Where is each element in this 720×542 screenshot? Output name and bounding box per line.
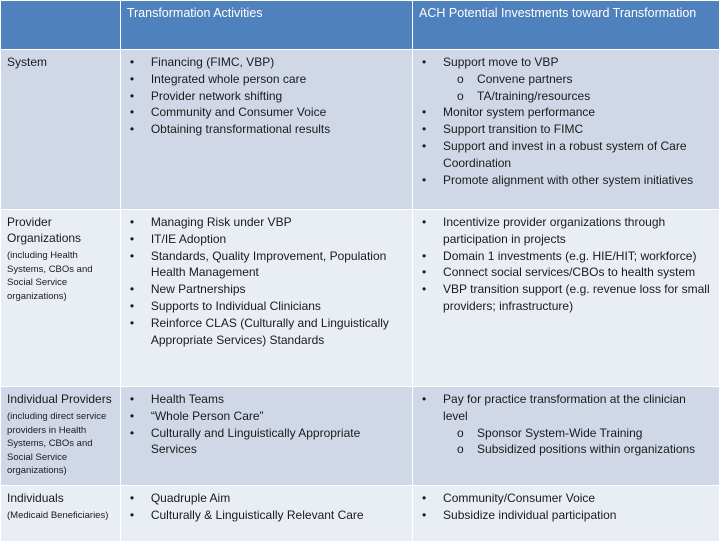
list-item: • New Partnerships	[127, 281, 406, 298]
category-title: Individual Providers	[7, 392, 112, 406]
list-item: • Quadruple Aim	[127, 490, 406, 507]
investments-list	[419, 214, 713, 315]
activities-list	[127, 391, 406, 458]
list-item: • Financing (FIMC, VBP)	[127, 54, 406, 71]
header-category	[1, 1, 121, 50]
list-item: • Incentivize provider organizations through participation in projects	[419, 214, 713, 248]
activities-list	[127, 490, 406, 524]
list-item: • VBP transition support (e.g. revenue loss for small providers; infrastructure)	[419, 281, 713, 315]
investments-cell	[413, 387, 720, 486]
list-item: • Provider network shifting	[127, 88, 406, 105]
category-cell	[1, 387, 121, 486]
header-investments: ACH Potential Investments toward Transformation	[413, 1, 720, 50]
category-title: Provider Organizations	[7, 215, 82, 245]
header-row	[1, 1, 720, 50]
list-item-text: Support move to VBP	[443, 55, 559, 69]
list-item: • Managing Risk under VBP	[127, 214, 406, 231]
list-item: • Support and invest in a robust system of Care Coordination	[419, 138, 713, 172]
list-item: • Connect social services/CBOs to health system	[419, 264, 713, 281]
list-item: • Integrated whole person care	[127, 71, 406, 88]
investments-cell	[413, 210, 720, 387]
investments-list	[419, 391, 713, 458]
list-item: • Health Teams	[127, 391, 406, 408]
list-item	[419, 54, 713, 104]
activities-cell	[120, 50, 412, 210]
sub-list-item: o Sponsor System-Wide Training	[443, 425, 713, 442]
investments-list	[419, 54, 713, 188]
list-item: • Promote alignment with other system initiatives	[419, 172, 713, 189]
list-item: • Domain 1 investments (e.g. HIE/HIT; workforce)	[419, 248, 713, 265]
sub-list-item: o Convene partners	[443, 71, 713, 88]
table-row-system	[1, 50, 720, 210]
investments-cell	[413, 486, 720, 542]
list-item	[419, 391, 713, 458]
list-item: • Standards, Quality Improvement, Population Health Management	[127, 248, 406, 282]
list-item: • Supports to Individual Clinicians	[127, 298, 406, 315]
category-title: System	[7, 55, 48, 69]
table-row-provider-organizations	[1, 210, 720, 387]
sub-list-item: o TA/training/resources	[443, 88, 713, 105]
investments-list	[419, 490, 713, 524]
category-subtitle: (Medicaid Beneficiaries)	[7, 510, 109, 521]
list-item: • Support transition to FIMC	[419, 121, 713, 138]
category-cell	[1, 486, 121, 542]
sub-list	[443, 425, 713, 459]
list-item: • Monitor system performance	[419, 104, 713, 121]
activities-list	[127, 54, 406, 138]
list-item: • IT/IE Adoption	[127, 231, 406, 248]
table-row-individual-providers	[1, 387, 720, 486]
list-item: • Culturally and Linguistically Appropriate Services	[127, 425, 406, 459]
table-row-individuals	[1, 486, 720, 542]
list-item: • Obtaining transformational results	[127, 121, 406, 138]
list-item-text: Pay for practice transformation at the clinician level	[443, 392, 686, 423]
list-item: • “Whole Person Care”	[127, 408, 406, 425]
activities-cell	[120, 210, 412, 387]
list-item: • Community and Consumer Voice	[127, 104, 406, 121]
sub-list-item: o Subsidized positions within organizations	[443, 441, 713, 458]
list-item: • Subsidize individual participation	[419, 507, 713, 524]
category-title: Individuals	[7, 491, 64, 505]
activities-list	[127, 214, 406, 348]
header-activities: Transformation Activities	[120, 1, 412, 50]
list-item: • Reinforce CLAS (Culturally and Linguistically Appropriate Services) Standards	[127, 315, 406, 349]
category-subtitle: (including direct service providers in Health Systems, CBOs and Social Service organizations)	[7, 411, 107, 476]
category-subtitle: (including Health Systems, CBOs and Social Service organizations)	[7, 250, 93, 302]
investments-cell	[413, 50, 720, 210]
activities-cell	[120, 387, 412, 486]
category-cell	[1, 50, 121, 210]
list-item: • Culturally & Linguistically Relevant Care	[127, 507, 406, 524]
category-cell	[1, 210, 121, 387]
sub-list	[443, 71, 713, 105]
activities-cell	[120, 486, 412, 542]
list-item: • Community/Consumer Voice	[419, 490, 713, 507]
